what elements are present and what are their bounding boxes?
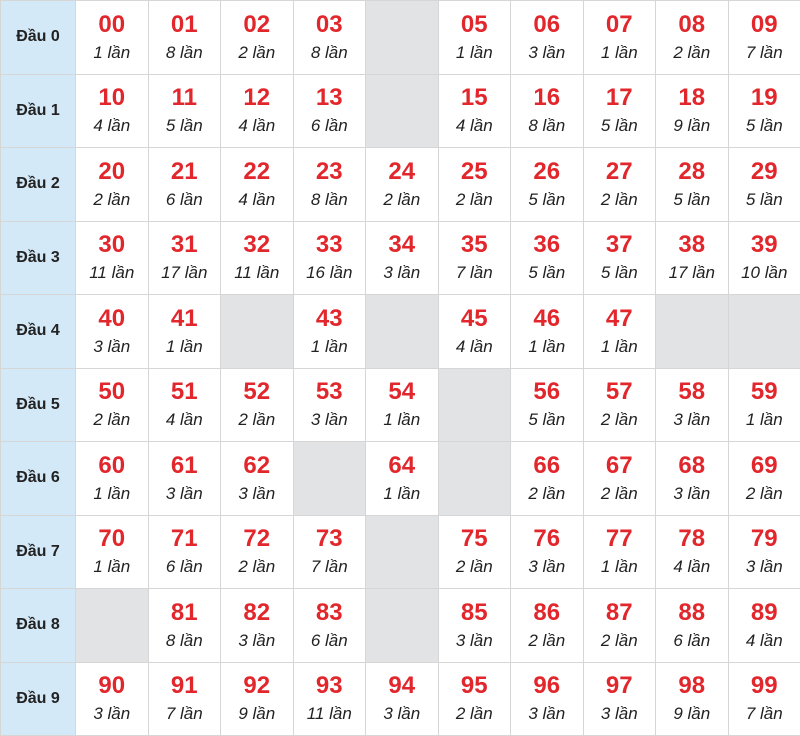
table-row bbox=[1, 295, 800, 369]
number-cell bbox=[76, 221, 149, 295]
empty-cell bbox=[656, 295, 729, 369]
empty-cell bbox=[728, 295, 800, 369]
occurrence-count: 3 lần bbox=[673, 410, 711, 430]
number-value: 11 bbox=[171, 84, 197, 112]
row-header: Đầu 5 bbox=[1, 368, 76, 442]
number-value: 09 bbox=[750, 10, 778, 38]
table-row bbox=[1, 74, 800, 148]
number-value: 38 bbox=[678, 231, 706, 259]
number-cell bbox=[511, 295, 584, 369]
number-value: 07 bbox=[605, 10, 633, 38]
number-value: 34 bbox=[388, 231, 416, 259]
number-value: 79 bbox=[750, 525, 778, 553]
empty-cell bbox=[438, 368, 511, 442]
number-value: 35 bbox=[460, 231, 488, 259]
number-cell bbox=[221, 589, 294, 663]
number-cell bbox=[728, 589, 800, 663]
number-value: 60 bbox=[98, 451, 126, 479]
occurrence-count: 5 lần bbox=[745, 189, 783, 209]
occurrence-count: 4 lần bbox=[165, 410, 203, 430]
occurrence-count: 3 lần bbox=[600, 704, 638, 724]
number-value: 56 bbox=[533, 378, 561, 406]
number-cell bbox=[293, 221, 366, 295]
occurrence-count: 1 lần bbox=[93, 42, 131, 62]
number-value: 50 bbox=[98, 378, 126, 406]
number-value: 25 bbox=[460, 157, 488, 185]
table-row bbox=[1, 662, 800, 736]
occurrence-count: 4 lần bbox=[93, 116, 131, 136]
number-cell bbox=[511, 368, 584, 442]
number-cell bbox=[148, 74, 221, 148]
number-cell bbox=[583, 515, 656, 589]
occurrence-count: 8 lần bbox=[165, 42, 203, 62]
number-value: 37 bbox=[605, 231, 633, 259]
occurrence-count: 1 lần bbox=[600, 42, 638, 62]
number-value: 12 bbox=[243, 84, 271, 112]
number-cell bbox=[728, 221, 800, 295]
occurrence-count: 2 lần bbox=[528, 630, 566, 650]
number-cell bbox=[148, 442, 221, 516]
number-value: 36 bbox=[533, 231, 561, 259]
occurrence-count: 9 lần bbox=[673, 116, 711, 136]
number-value: 08 bbox=[678, 10, 706, 38]
number-cell bbox=[148, 368, 221, 442]
number-cell bbox=[293, 74, 366, 148]
occurrence-count: 2 lần bbox=[600, 483, 638, 503]
occurrence-count: 2 lần bbox=[528, 483, 566, 503]
occurrence-count: 6 lần bbox=[310, 116, 348, 136]
number-value: 19 bbox=[750, 84, 778, 112]
number-cell bbox=[511, 662, 584, 736]
number-cell bbox=[656, 221, 729, 295]
number-cell bbox=[366, 148, 439, 222]
number-value: 72 bbox=[243, 525, 271, 553]
row-header: Đầu 8 bbox=[1, 589, 76, 663]
number-value: 93 bbox=[315, 672, 343, 700]
number-cell bbox=[293, 1, 366, 75]
occurrence-count: 2 lần bbox=[673, 42, 711, 62]
row-header: Đầu 0 bbox=[1, 1, 76, 75]
empty-cell bbox=[366, 515, 439, 589]
occurrence-count: 3 lần bbox=[528, 704, 566, 724]
occurrence-count: 9 lần bbox=[238, 704, 276, 724]
number-value: 23 bbox=[315, 157, 343, 185]
number-value: 39 bbox=[750, 231, 778, 259]
occurrence-count: 3 lần bbox=[93, 704, 131, 724]
occurrence-count: 2 lần bbox=[93, 410, 131, 430]
number-value: 47 bbox=[605, 304, 633, 332]
number-value: 22 bbox=[243, 157, 271, 185]
number-cell bbox=[221, 221, 294, 295]
number-cell bbox=[511, 74, 584, 148]
number-cell bbox=[221, 442, 294, 516]
number-cell bbox=[148, 515, 221, 589]
number-cell bbox=[656, 515, 729, 589]
number-cell bbox=[76, 662, 149, 736]
number-value: 62 bbox=[243, 451, 271, 479]
occurrence-count: 4 lần bbox=[455, 116, 493, 136]
number-value: 77 bbox=[605, 525, 633, 553]
number-value: 96 bbox=[533, 672, 561, 700]
occurrence-count: 11 lần bbox=[306, 704, 352, 724]
occurrence-count: 2 lần bbox=[600, 189, 638, 209]
occurrence-count: 5 lần bbox=[600, 263, 638, 283]
number-value: 00 bbox=[98, 10, 126, 38]
occurrence-count: 2 lần bbox=[238, 557, 276, 577]
number-value: 95 bbox=[460, 672, 488, 700]
row-header: Đầu 2 bbox=[1, 148, 76, 222]
number-cell bbox=[76, 368, 149, 442]
number-value: 76 bbox=[533, 525, 561, 553]
number-cell bbox=[293, 295, 366, 369]
number-cell bbox=[76, 295, 149, 369]
occurrence-count: 1 lần bbox=[93, 483, 131, 503]
occurrence-count: 6 lần bbox=[165, 557, 203, 577]
occurrence-count: 3 lần bbox=[455, 630, 493, 650]
number-cell bbox=[728, 662, 800, 736]
number-value: 52 bbox=[243, 378, 271, 406]
number-cell bbox=[76, 1, 149, 75]
number-value: 75 bbox=[460, 525, 488, 553]
number-value: 87 bbox=[605, 598, 633, 626]
number-value: 51 bbox=[170, 378, 198, 406]
number-cell bbox=[583, 148, 656, 222]
occurrence-count: 3 lần bbox=[673, 483, 711, 503]
occurrence-count: 3 lần bbox=[383, 263, 421, 283]
number-cell bbox=[438, 221, 511, 295]
occurrence-count: 5 lần bbox=[165, 116, 203, 136]
number-value: 58 bbox=[678, 378, 706, 406]
number-cell bbox=[221, 74, 294, 148]
row-header: Đầu 4 bbox=[1, 295, 76, 369]
occurrence-count: 3 lần bbox=[528, 42, 566, 62]
empty-cell bbox=[366, 295, 439, 369]
occurrence-count: 4 lần bbox=[238, 116, 276, 136]
occurrence-count: 1 lần bbox=[528, 336, 566, 356]
occurrence-count: 6 lần bbox=[673, 630, 711, 650]
number-cell bbox=[76, 148, 149, 222]
number-value: 70 bbox=[98, 525, 126, 553]
number-value: 94 bbox=[388, 672, 416, 700]
occurrence-count: 6 lần bbox=[165, 189, 203, 209]
number-value: 24 bbox=[388, 157, 416, 185]
number-cell bbox=[438, 589, 511, 663]
number-cell bbox=[148, 148, 221, 222]
occurrence-count: 4 lần bbox=[673, 557, 711, 577]
number-cell bbox=[366, 442, 439, 516]
row-header: Đầu 3 bbox=[1, 221, 76, 295]
occurrence-count: 5 lần bbox=[528, 263, 566, 283]
number-cell bbox=[728, 1, 800, 75]
number-cell bbox=[511, 515, 584, 589]
number-value: 46 bbox=[533, 304, 561, 332]
number-value: 03 bbox=[315, 10, 343, 38]
number-value: 61 bbox=[170, 451, 198, 479]
number-cell bbox=[76, 74, 149, 148]
occurrence-count: 4 lần bbox=[455, 336, 493, 356]
number-value: 64 bbox=[388, 451, 416, 479]
number-value: 29 bbox=[750, 157, 778, 185]
number-cell bbox=[438, 1, 511, 75]
number-value: 71 bbox=[170, 525, 198, 553]
number-value: 33 bbox=[315, 231, 343, 259]
number-cell bbox=[438, 148, 511, 222]
number-cell bbox=[656, 589, 729, 663]
number-value: 81 bbox=[170, 598, 198, 626]
number-cell bbox=[583, 589, 656, 663]
occurrence-count: 1 lần bbox=[165, 336, 203, 356]
occurrence-count: 7 lần bbox=[745, 704, 783, 724]
occurrence-count: 2 lần bbox=[600, 410, 638, 430]
number-value: 02 bbox=[243, 10, 271, 38]
number-cell bbox=[366, 368, 439, 442]
number-value: 10 bbox=[98, 84, 126, 112]
number-cell bbox=[76, 515, 149, 589]
number-value: 01 bbox=[170, 10, 198, 38]
number-value: 83 bbox=[315, 598, 343, 626]
number-cell bbox=[293, 368, 366, 442]
occurrence-count: 3 lần bbox=[93, 336, 131, 356]
number-cell bbox=[511, 221, 584, 295]
occurrence-count: 3 lần bbox=[310, 410, 348, 430]
number-value: 88 bbox=[678, 598, 706, 626]
number-cell bbox=[438, 295, 511, 369]
number-cell bbox=[656, 662, 729, 736]
number-cell bbox=[76, 442, 149, 516]
occurrence-count: 10 lần bbox=[741, 263, 788, 283]
occurrence-count: 3 lần bbox=[238, 483, 276, 503]
number-value: 92 bbox=[243, 672, 271, 700]
empty-cell bbox=[76, 589, 149, 663]
number-cell bbox=[148, 221, 221, 295]
number-cell bbox=[511, 148, 584, 222]
number-value: 16 bbox=[533, 84, 561, 112]
number-value: 99 bbox=[750, 672, 778, 700]
number-value: 66 bbox=[533, 451, 561, 479]
occurrence-count: 2 lần bbox=[238, 42, 276, 62]
number-value: 86 bbox=[533, 598, 561, 626]
number-cell bbox=[511, 589, 584, 663]
occurrence-count: 8 lần bbox=[310, 189, 348, 209]
number-cell bbox=[656, 1, 729, 75]
number-cell bbox=[366, 662, 439, 736]
occurrence-count: 7 lần bbox=[165, 704, 203, 724]
occurrence-count: 7 lần bbox=[455, 263, 493, 283]
occurrence-count: 2 lần bbox=[238, 410, 276, 430]
occurrence-count: 1 lần bbox=[383, 483, 421, 503]
number-cell bbox=[728, 442, 800, 516]
number-cell bbox=[366, 221, 439, 295]
number-cell bbox=[293, 148, 366, 222]
occurrence-count: 16 lần bbox=[306, 263, 353, 283]
number-value: 05 bbox=[460, 10, 488, 38]
occurrence-count: 1 lần bbox=[600, 336, 638, 356]
occurrence-count: 11 lần bbox=[234, 263, 280, 283]
occurrence-count: 8 lần bbox=[310, 42, 348, 62]
occurrence-count: 2 lần bbox=[745, 483, 783, 503]
occurrence-count: 2 lần bbox=[455, 557, 493, 577]
number-cell bbox=[221, 662, 294, 736]
number-cell bbox=[293, 589, 366, 663]
occurrence-count: 7 lần bbox=[745, 42, 783, 62]
number-value: 45 bbox=[460, 304, 488, 332]
occurrence-count: 6 lần bbox=[310, 630, 348, 650]
occurrence-count: 1 lần bbox=[93, 557, 131, 577]
number-cell bbox=[148, 1, 221, 75]
number-value: 26 bbox=[533, 157, 561, 185]
occurrence-count: 3 lần bbox=[745, 557, 783, 577]
number-value: 98 bbox=[678, 672, 706, 700]
empty-cell bbox=[366, 74, 439, 148]
number-value: 85 bbox=[460, 598, 488, 626]
number-value: 30 bbox=[98, 231, 126, 259]
number-value: 31 bbox=[170, 231, 198, 259]
row-header: Đầu 6 bbox=[1, 442, 76, 516]
number-value: 69 bbox=[750, 451, 778, 479]
occurrence-count: 2 lần bbox=[455, 189, 493, 209]
number-cell bbox=[728, 148, 800, 222]
table-row bbox=[1, 515, 800, 589]
table-row bbox=[1, 368, 800, 442]
number-cell bbox=[148, 295, 221, 369]
occurrence-count: 17 lần bbox=[161, 263, 208, 283]
occurrence-count: 1 lần bbox=[383, 410, 421, 430]
number-value: 32 bbox=[243, 231, 271, 259]
occurrence-count: 1 lần bbox=[600, 557, 638, 577]
occurrence-count: 17 lần bbox=[668, 263, 715, 283]
empty-cell bbox=[366, 1, 439, 75]
number-value: 54 bbox=[388, 378, 416, 406]
number-value: 28 bbox=[678, 157, 706, 185]
number-cell bbox=[511, 442, 584, 516]
occurrence-count: 7 lần bbox=[310, 557, 348, 577]
number-cell bbox=[221, 148, 294, 222]
number-value: 97 bbox=[605, 672, 633, 700]
row-header: Đầu 7 bbox=[1, 515, 76, 589]
occurrence-count: 3 lần bbox=[383, 704, 421, 724]
occurrence-count: 3 lần bbox=[528, 557, 566, 577]
number-cell bbox=[293, 515, 366, 589]
number-cell bbox=[656, 148, 729, 222]
number-value: 82 bbox=[243, 598, 271, 626]
empty-cell bbox=[366, 589, 439, 663]
empty-cell bbox=[221, 295, 294, 369]
number-value: 41 bbox=[170, 304, 198, 332]
number-cell bbox=[583, 1, 656, 75]
number-cell bbox=[293, 662, 366, 736]
occurrence-count: 5 lần bbox=[528, 189, 566, 209]
number-cell bbox=[148, 662, 221, 736]
number-value: 57 bbox=[605, 378, 633, 406]
number-cell bbox=[438, 662, 511, 736]
occurrence-count: 11 lần bbox=[89, 263, 135, 283]
number-value: 53 bbox=[315, 378, 343, 406]
occurrence-count: 5 lần bbox=[528, 410, 566, 430]
occurrence-count: 4 lần bbox=[745, 630, 783, 650]
number-value: 78 bbox=[678, 525, 706, 553]
table-row bbox=[1, 1, 800, 75]
occurrence-count: 9 lần bbox=[673, 704, 711, 724]
table-row bbox=[1, 221, 800, 295]
number-value: 67 bbox=[605, 451, 633, 479]
number-cell bbox=[583, 295, 656, 369]
table-row bbox=[1, 589, 800, 663]
occurrence-count: 3 lần bbox=[165, 483, 203, 503]
occurrence-count: 2 lần bbox=[383, 189, 421, 209]
number-cell bbox=[728, 515, 800, 589]
number-value: 40 bbox=[98, 304, 126, 332]
occurrence-count: 2 lần bbox=[93, 189, 131, 209]
number-cell bbox=[221, 1, 294, 75]
number-cell bbox=[221, 368, 294, 442]
occurrence-count: 2 lần bbox=[455, 704, 493, 724]
number-cell bbox=[728, 74, 800, 148]
empty-cell bbox=[293, 442, 366, 516]
number-value: 21 bbox=[170, 157, 198, 185]
number-value: 13 bbox=[315, 84, 343, 112]
number-cell bbox=[583, 368, 656, 442]
occurrence-count: 1 lần bbox=[310, 336, 348, 356]
occurrence-count: 4 lần bbox=[238, 189, 276, 209]
occurrence-count: 2 lần bbox=[600, 630, 638, 650]
occurrence-count: 1 lần bbox=[745, 410, 783, 430]
number-value: 17 bbox=[605, 84, 633, 112]
frequency-table-body bbox=[1, 1, 800, 736]
number-cell bbox=[438, 74, 511, 148]
table-row bbox=[1, 442, 800, 516]
number-cell bbox=[656, 368, 729, 442]
number-cell bbox=[583, 442, 656, 516]
number-value: 20 bbox=[98, 157, 126, 185]
number-cell bbox=[148, 589, 221, 663]
number-value: 89 bbox=[750, 598, 778, 626]
occurrence-count: 1 lần bbox=[455, 42, 493, 62]
number-cell bbox=[438, 515, 511, 589]
occurrence-count: 8 lần bbox=[165, 630, 203, 650]
number-cell bbox=[511, 1, 584, 75]
number-value: 43 bbox=[315, 304, 343, 332]
occurrence-count: 5 lần bbox=[600, 116, 638, 136]
row-header: Đầu 1 bbox=[1, 74, 76, 148]
occurrence-count: 5 lần bbox=[673, 189, 711, 209]
occurrence-count: 5 lần bbox=[745, 116, 783, 136]
number-cell bbox=[583, 221, 656, 295]
table-row bbox=[1, 148, 800, 222]
number-value: 68 bbox=[678, 451, 706, 479]
number-cell bbox=[656, 74, 729, 148]
number-value: 27 bbox=[605, 157, 633, 185]
number-value: 06 bbox=[533, 10, 561, 38]
number-cell bbox=[221, 515, 294, 589]
empty-cell bbox=[438, 442, 511, 516]
number-value: 91 bbox=[170, 672, 198, 700]
occurrence-count: 3 lần bbox=[238, 630, 276, 650]
number-value: 90 bbox=[98, 672, 126, 700]
row-header: Đầu 9 bbox=[1, 662, 76, 736]
number-value: 73 bbox=[315, 525, 343, 553]
number-cell bbox=[583, 74, 656, 148]
number-value: 59 bbox=[750, 378, 778, 406]
number-value: 18 bbox=[678, 84, 706, 112]
number-value: 15 bbox=[460, 84, 488, 112]
number-cell bbox=[656, 442, 729, 516]
occurrence-count: 8 lần bbox=[528, 116, 566, 136]
number-cell bbox=[728, 368, 800, 442]
number-cell bbox=[583, 662, 656, 736]
